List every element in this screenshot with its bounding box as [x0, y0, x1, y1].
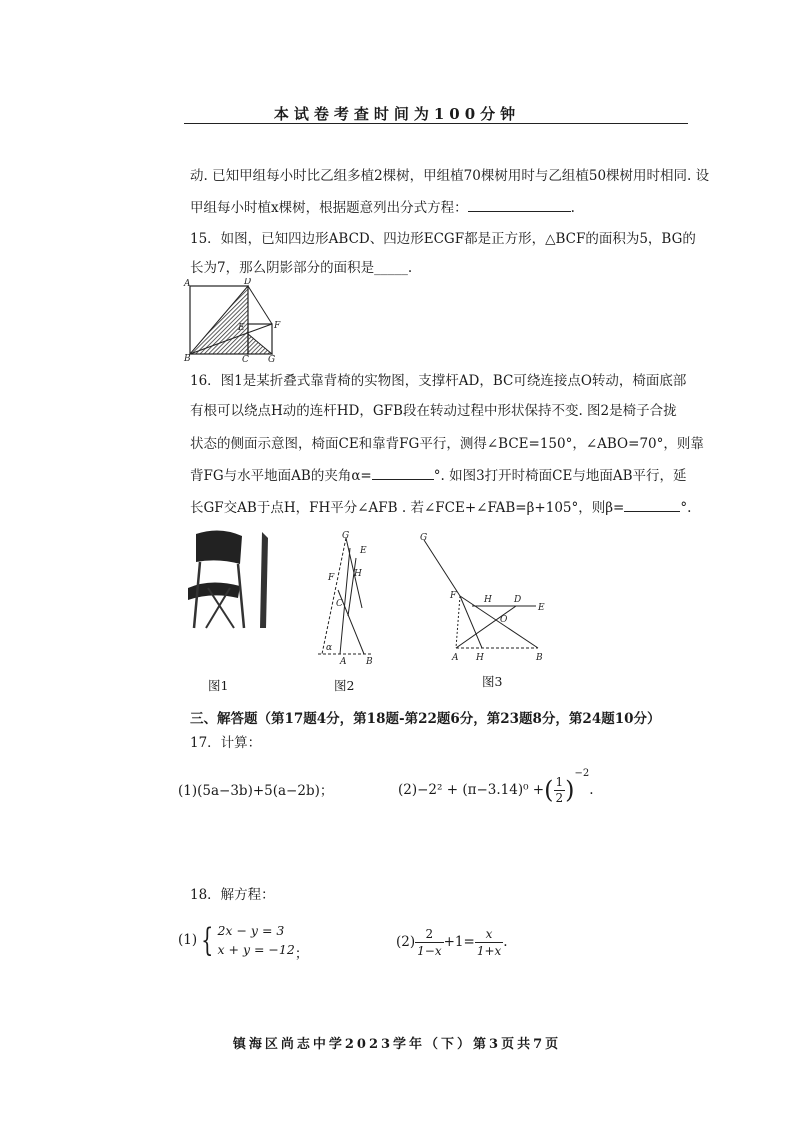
- fig2-backrest-dashed: [322, 538, 346, 654]
- fig3-label-g: G: [420, 533, 428, 543]
- fig3-label-e: E: [538, 603, 545, 613]
- q17-title: 17．计算：: [190, 735, 262, 751]
- q18-eq2: x + y = −12: [217, 942, 295, 957]
- fig2-label-g: G: [342, 531, 350, 541]
- folded-chair: [260, 532, 268, 628]
- q14-line2-text: 甲组每小时植x棵树，根据题意列出分式方程：: [190, 200, 468, 216]
- q18-part2-prefix: (2): [396, 934, 416, 950]
- q14-line1: 动. 已知甲组每小时比乙组多植2棵树，甲组植70棵树用时与乙组植50棵树用时相同. 设: [190, 168, 710, 184]
- q16-line4-text: 背FG与水平地面AB的夹角α=: [190, 468, 372, 484]
- fig2-line-hd: [348, 558, 356, 616]
- q18-part2: [396, 920, 508, 964]
- q18-frac1-den: 1−x: [417, 943, 442, 958]
- q16-line3: 状态的侧面示意图，椅面CE和靠背FG平行，测得∠BCE=150°，∠ABO=70°，则靠: [190, 436, 704, 452]
- fig3-label-h2: H: [476, 653, 484, 663]
- fig2-label-f: F: [328, 573, 335, 583]
- fig3-caption: 图3: [482, 674, 503, 689]
- fig3-diagram: [416, 530, 556, 664]
- q16-line1: 16．图1是某折叠式靠背椅的实物图，支撑杆AD，BC可绕连接点O转动，椅面底部: [190, 373, 687, 389]
- q17-paren-close: ): [565, 776, 575, 804]
- q18-brace: {: [201, 921, 214, 959]
- header-divider: [184, 123, 688, 124]
- fig2-label-c: C: [336, 599, 343, 609]
- q14-line2-end: .: [570, 200, 575, 216]
- q17-part2-suffix: .: [589, 782, 594, 798]
- q16-line4-end: °. 如图3打开时椅面CE与地面AB平行，延: [433, 468, 687, 484]
- q18-frac1-num: 2: [425, 926, 434, 941]
- q14-line2: [190, 197, 700, 219]
- page-header-title: 本试卷考查时间为100分钟: [273, 105, 521, 123]
- q18-frac2: [475, 926, 503, 959]
- q18-part1-prefix: (1): [178, 932, 198, 948]
- fig2-caption: 图2: [334, 678, 355, 693]
- q18-frac2-den: 1+x: [476, 943, 502, 958]
- page-footer: 镇海区尚志中学2023学年（下）第3页共7页: [232, 1037, 562, 1052]
- q18-frac1: [415, 926, 443, 959]
- q17-frac-num: 1: [555, 774, 564, 789]
- q16-line2: 有根可以绕点H动的连杆HD，GFB段在转动过程中形状保持不变. 图2是椅子合拢: [190, 403, 677, 419]
- fig3-label-o: O: [500, 615, 508, 625]
- q15-line1: 15．如图，已知四边形ABCD、四边形ECGF都是正方形，△BCF的面积为5，BG的: [190, 231, 696, 247]
- fig3-line-fa: [456, 596, 460, 648]
- label-b: B: [184, 354, 191, 362]
- fig2-diagram: [312, 528, 384, 668]
- q17-part1: (1)(5a−3b)+5(a−2b)；: [178, 783, 334, 799]
- q16-line5-text: 长GF交AB于点H，FH平分∠AFB . 若∠FCE+∠FAB=β+105°，则β=: [190, 500, 625, 516]
- fig3-label-h: H: [484, 595, 492, 605]
- q17-paren-open: (: [544, 776, 554, 804]
- q18-part1: [178, 918, 308, 962]
- q18-eq1: 2x − y = 3: [217, 923, 285, 938]
- q16-line5-end: °.: [680, 500, 692, 516]
- fig3-line-gf: [424, 540, 460, 596]
- q17-exponent: −2: [574, 768, 590, 779]
- fig2-label-e: E: [360, 546, 367, 556]
- q17-part2-prefix: (2)−2² + (π−3.14)⁰ +: [398, 782, 545, 798]
- fig2-label-alpha: α: [326, 643, 333, 653]
- q14-answer-blank[interactable]: [468, 197, 571, 212]
- fig3-label-b: B: [536, 653, 543, 663]
- section3-heading: 三、解答题（第17题4分，第18题-第22题6分，第23题8分，第24题10分）: [190, 711, 661, 727]
- label-e: E: [238, 323, 245, 333]
- q16-line5: [190, 497, 700, 519]
- q15-line2: 长为7，那么阴影部分的面积是_____.: [190, 260, 413, 276]
- q18-title: 18．解方程：: [190, 887, 275, 903]
- line-df: [248, 286, 272, 324]
- q18-part2-suffix: .: [503, 934, 508, 950]
- label-d: D: [244, 278, 252, 287]
- q16-alpha-blank[interactable]: [372, 465, 434, 480]
- q18-part1-suffix: ；: [294, 946, 309, 962]
- q16-line4: [190, 465, 700, 487]
- chair-backrest: [196, 530, 242, 564]
- fig3-label-f: F: [450, 591, 457, 601]
- fig3-label-d: D: [514, 595, 522, 605]
- fig2-label-h: H: [354, 569, 362, 579]
- q16-beta-blank[interactable]: [624, 497, 680, 512]
- q15-figure: [182, 278, 282, 362]
- fig2-label-a: A: [340, 657, 347, 667]
- q18-system: [217, 921, 294, 959]
- fig1-caption: 图1: [208, 678, 229, 693]
- label-g: G: [268, 355, 276, 362]
- fig2-label-b: B: [366, 657, 373, 667]
- q18-frac2-num: x: [485, 926, 493, 941]
- q18-part2-mid: +1=: [443, 934, 475, 950]
- fig3-line-fb: [460, 596, 538, 648]
- q17-frac-den: 2: [555, 790, 564, 805]
- fig3-label-a: A: [452, 653, 459, 663]
- shaded-small-triangle: [248, 334, 272, 354]
- fig1-chair-photo: [180, 528, 272, 632]
- label-a: A: [184, 279, 191, 289]
- label-c: C: [242, 355, 249, 362]
- chair-leg-2: [238, 564, 244, 628]
- q17-fraction: [554, 775, 566, 806]
- label-f: F: [274, 321, 281, 331]
- q17-part2: [398, 768, 594, 812]
